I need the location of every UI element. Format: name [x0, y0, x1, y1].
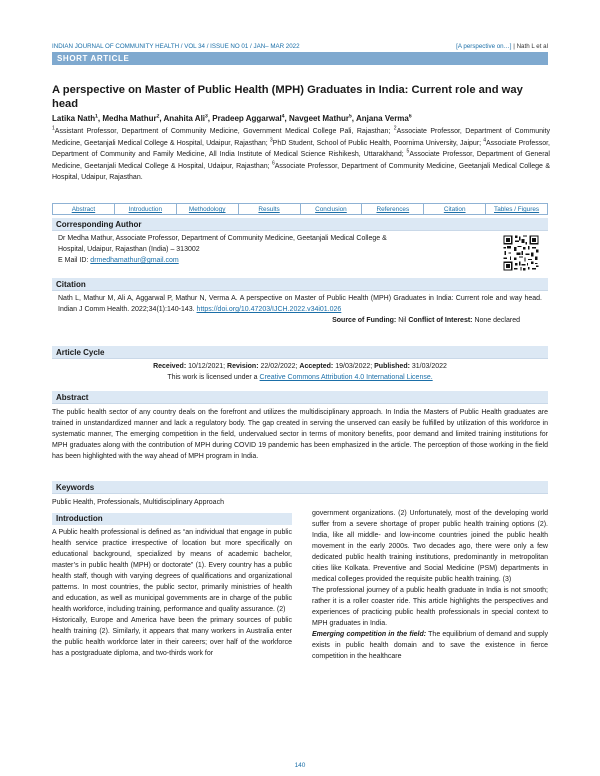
- citation-box: [52, 293, 548, 343]
- author: Pradeep Aggarwal: [212, 114, 282, 123]
- article-cycle-heading: Article Cycle: [52, 346, 548, 359]
- corresponding-author-box: [52, 233, 548, 275]
- nav-abstract-link[interactable]: Abstract: [53, 204, 115, 214]
- short-title: [A perspective on…]: [456, 43, 512, 50]
- nav-introduction-link[interactable]: Introduction: [115, 204, 177, 214]
- abstract-text: The public health sector of any country deals on the forefront and utilizes the multidisciplinary approach. In India the Masters of Public Health graduates are trained in unstandardized manner and lack a regulatory body. The gap created in serving the unserved can easily be fulfilled by utilization of this workforce in systematic manner, The emerging competition in the field, undervalued sector in terms of monitory benefits, poor demand and limited training institutions for MPH graduates along with the contribution of MPH during COVID 19 pandemic has been emphasized in the article. The perception of those working in the field has been highlighted with the way ahead of MPH program in India.: [52, 409, 548, 460]
- journal-line: INDIAN JOURNAL OF COMMUNITY HEALTH / VOL 34 / ISSUE NO 01 / JAN– MAR 2022: [52, 43, 300, 50]
- email-link[interactable]: drmedhamathur@gmail.com: [90, 257, 179, 264]
- nav-references-link[interactable]: References: [362, 204, 424, 214]
- short-title-author: [456, 43, 548, 52]
- right-column: [312, 508, 548, 662]
- qr-code-icon: [502, 234, 540, 272]
- paragraph: The professional journey of a public health graduate in India is not smooth; rather it is a roller coaster ride. This article highlights the perspectives and experiences of practicing public health professionals in special context to MPH graduates in India.: [312, 587, 548, 627]
- section-nav: [52, 203, 548, 215]
- corresponding-author-heading: Corresponding Author: [52, 218, 548, 231]
- author: Anjana Verma: [355, 114, 409, 123]
- cycle-dates: Received: 10/12/2021; Revision: 22/02/2022; Accepted: 19/03/2022; Published: 31/03/2022: [153, 363, 447, 370]
- nav-results-link[interactable]: Results: [239, 204, 301, 214]
- funding-line: Source of Funding: Nil Conflict of Interest: None declared: [332, 317, 520, 324]
- page-number: 140: [294, 762, 306, 769]
- citation-heading: Citation: [52, 278, 548, 291]
- doi-link[interactable]: https://doi.org/10.47203/IJCH.2022.v34i01.026: [196, 306, 342, 313]
- license-link[interactable]: Creative Commons Attribution 4.0 International License.: [259, 374, 433, 381]
- author: Medha Mathur: [102, 114, 157, 123]
- nav-conclusion-link[interactable]: Conclusion: [301, 204, 363, 214]
- article-title: A perspective on Master of Public Health (MPH) Graduates in India: Current role and way head: [52, 84, 523, 110]
- paragraph: Emerging competition in the field: The equilibrium of demand and supply exists in public health domain and to save the existence in fierce competition in the healthcare: [312, 631, 548, 660]
- author-list: Latika Nath$^1$, Medha Mathur$^2$, Anahita Ali$^3$, Pradeep Aggarwal$^4$, Navgeet Mathur$^5$, Anjana Verma$^6$: [52, 114, 412, 123]
- keywords-heading: Keywords: [52, 481, 548, 494]
- affiliations: $^1$Assistant Professor, Department of Community Medicine, Government Medical College Pali, Rajasthan; $^2$Associate Professor, Department of Community Medicine, Geetanjali Medical College & Hospital, Udaipur, Rajasthan; $^3$PhD Student, School of Public Health, Poornima University, Jaipur; $^4$Associate Professor, Department of Community and Family Medicine, All India Institute of Medical Science Rishikesh, Uttarakhand; $^5$Associate Professor, Department of General Medicine, Geetanjali Medical College & Hospital, Udaipur, Rajasthan; $^6$Associate Professor, Department of Community Medicine, Geetanjali Medical College & Hospital, Udaipur, Rajasthan.: [52, 125, 550, 181]
- article-type-banner: SHORT ARTICLE: [52, 52, 548, 65]
- nav-tables-figures-link[interactable]: Tables / Figures: [494, 206, 540, 213]
- left-column: [52, 527, 292, 659]
- introduction-heading: Introduction: [52, 513, 292, 525]
- running-header: [52, 43, 548, 52]
- author: Latika Nath: [52, 114, 96, 123]
- article-cycle-box: [52, 361, 548, 387]
- corresponding-address: Dr Medha Mathur, Associate Professor, Department of Community Medicine, Geetanjali Medical College & Hospital, Udaipur, Rajasthan (India) – 313002 E Mail ID: drmedhamathur@gmail.com: [58, 235, 387, 264]
- subheading: Emerging competition in the field:: [312, 631, 427, 638]
- author: Anahita Ali: [163, 114, 206, 123]
- keywords-text: Public Health, Professionals, Multidisciplinary Approach: [52, 499, 224, 506]
- paragraph: A Public health professional is defined as “an individual that engage in public health service practice irrespective of location but more specifically on educational background, specialized by means of academic bachelor, master’s in public health (MPH) or doctorate” (1). Every country has a public health staff, though with varying degrees of qualifications and organizational patterns. In most countries, the public sector, primarily ministries of health and education, as well as municipal governments are in charge of the public health workforce, including training, performance and quality assurance. (2): [52, 529, 292, 613]
- nav-citation-link[interactable]: Citation: [424, 204, 486, 214]
- citation-text: Nath L, Mathur M, Ali A, Aggarwal P, Mathur N, Verma A. A perspective on Master of Public Health (MPH) Graduates in India: Current role and way head. Indian J Comm Health. 2022;34(1):140-143. https://doi.org/10.47203/IJCH.2022.v34i01.026: [58, 295, 542, 313]
- author-short: | Nath L et al: [511, 43, 548, 50]
- paragraph: government organizations. (2) Unfortunately, most of the developing world suffer from a severe shortage of proper public health training options (2). India, like all middle- and low-income countries joined the public health movement in the early 2000s. Two decades ago, there were only a few dedicated public health training institutions, predominantly in metropolitan cities like Kolkata. Preventive and Social Medicine (PSM) departments in medical colleges provided the requisite public health training. (3): [312, 510, 548, 583]
- paragraph: Historically, Europe and America have been the primary sources of public health training (2). Similarly, it appears that many workers in Australia enter the public health workforce later in their careers; over half of the workforce has a postgraduate diploma, and two-thirds work for: [52, 617, 292, 657]
- nav-methodology-link[interactable]: Methodology: [177, 204, 239, 214]
- license-line: This work is licensed under a Creative Commons Attribution 4.0 International License.: [167, 374, 433, 381]
- abstract-heading: Abstract: [52, 391, 548, 404]
- author: Navgeet Mathur: [289, 114, 350, 123]
